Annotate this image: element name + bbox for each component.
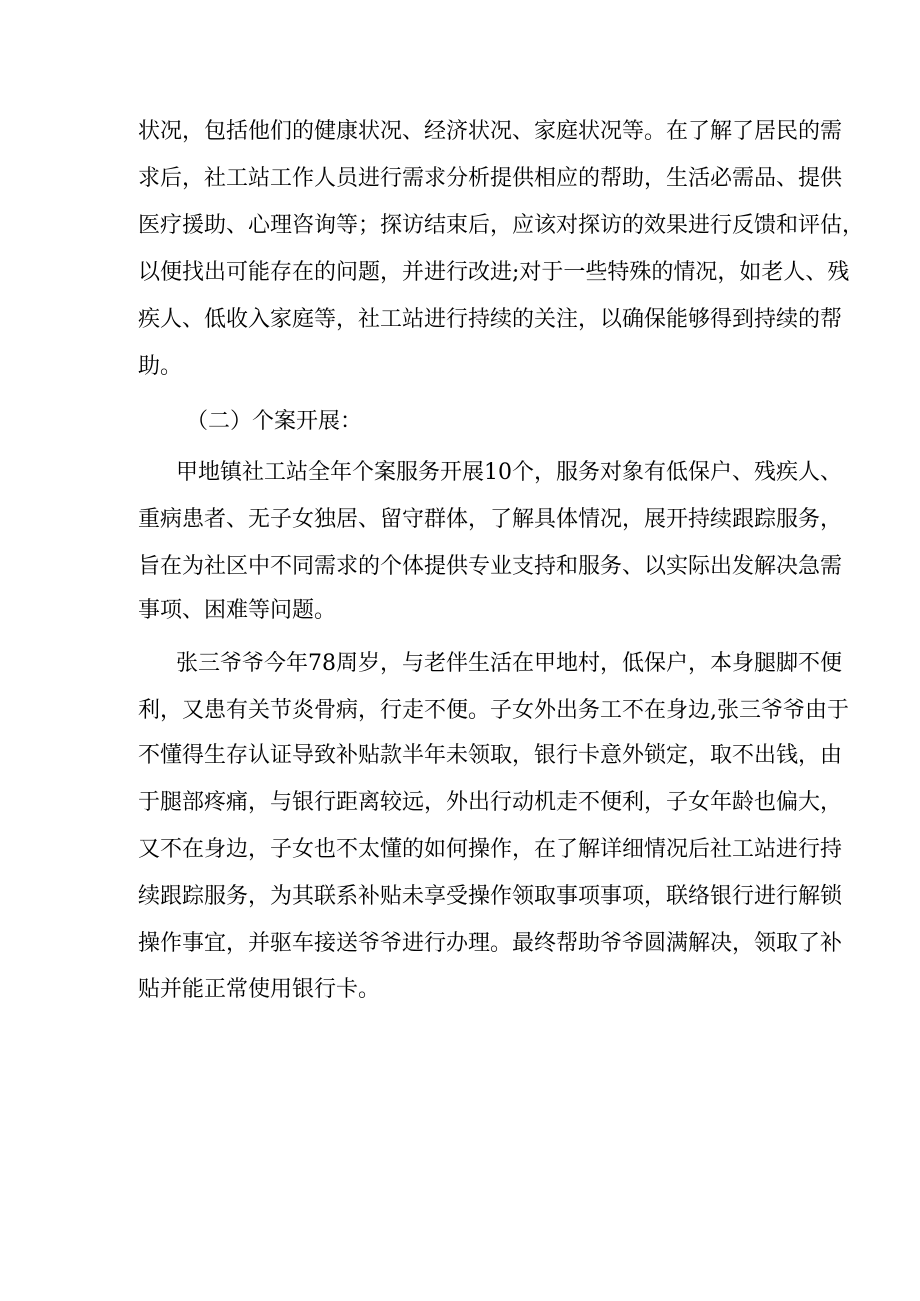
text-line: 以便找出可能存在的问题，并进行改进;对于一些特殊的情况，如老人、残	[138, 260, 850, 285]
text-line: 重病患者、无子女独居、留守群体，了解具体情况，展开持续跟踪服务，	[138, 507, 843, 532]
text-line: 贴并能正常使用银行卡。	[138, 977, 381, 1002]
text-line: 又不在身边，子女也不太懂的如何操作，在了解详细情况后社工站进行持	[138, 837, 843, 862]
text-line: 医疗援助、心理咨询等；探访结束后，应该对探访的效果进行反馈和评估，	[138, 213, 865, 238]
text-line: 状况，包括他们的健康状况、经济状况、家庭状况等。在了解了居民的需	[138, 119, 843, 144]
text-line: 求后，社工站工作人员进行需求分析提供相应的帮助，生活必需品、提供	[138, 166, 843, 191]
text-line: 疾人、低收入家庭等，社工站进行持续的关注，以确保能够得到持续的帮	[138, 307, 843, 332]
text-line: 操作事宜，并驱车接送爷爷进行办理。最终帮助爷爷圆满解决，领取了补	[138, 931, 843, 956]
section-heading: （二）个案开展：	[186, 409, 363, 434]
text-line: 不懂得生存认证导致补贴款半年未领取，银行卡意外锁定，取不出钱，由	[138, 743, 843, 768]
text-line: 张三爷爷今年78周岁，与老伴生活在甲地村，低保户，本身腿脚不便	[176, 651, 842, 676]
text-line: 于腿部疼痛，与银行距离较远，外出行动机走不便利，子女年龄也偏大，	[138, 790, 843, 815]
text-line: 利，又患有关节炎骨病，行走不便。子女外出务工不在身边,张三爷爷由于	[138, 698, 849, 723]
text-line: 事项、困难等问题。	[138, 598, 337, 623]
text-line: 旨在为社区中不同需求的个体提供专业支持和服务、以实际出发解决急需	[138, 554, 843, 579]
text-line: 助。	[138, 354, 183, 379]
text-line: 甲地镇社工站全年个案服务开展10个，服务对象有低保户、残疾人、	[176, 460, 842, 485]
text-line: 续跟踪服务，为其联系补贴未享受操作领取事项事项，联络银行进行解锁	[138, 884, 843, 909]
